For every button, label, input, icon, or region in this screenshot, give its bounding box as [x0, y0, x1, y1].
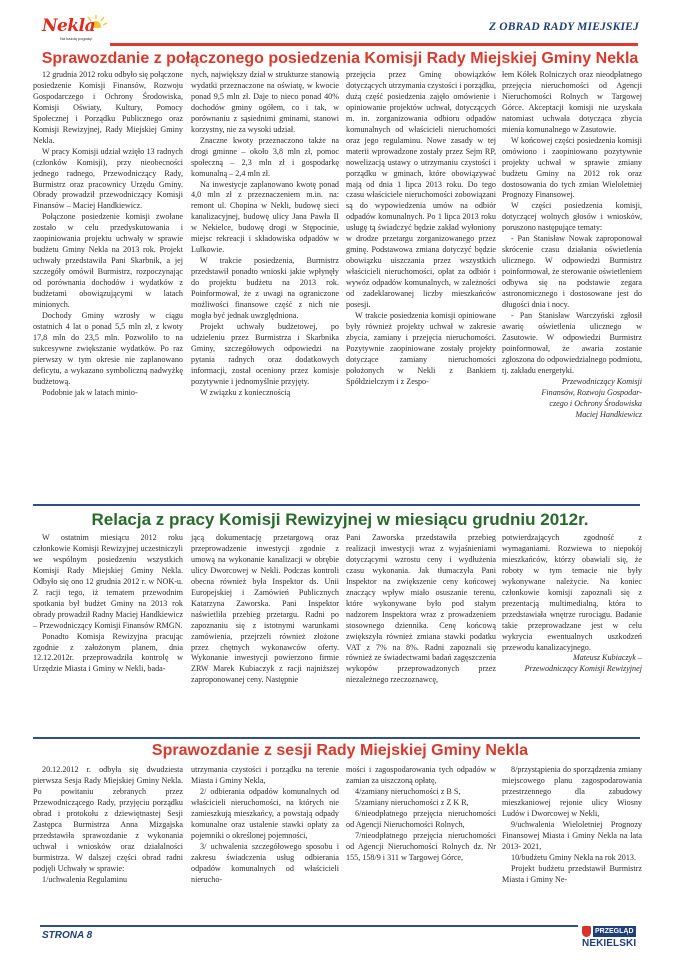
logo-wordmark: Nekla	[42, 16, 96, 36]
przeglad-nekielski-logo	[582, 925, 644, 953]
paragraph: 2/ odbierania odpadów komunalnych od właścicieli nieruchomości, na których nie zamieszkują mieszkańcy, a powstają odpady komunalne oraz ustalenie stawki opłaty za pojemniki o określonej pojemności,	[191, 786, 339, 840]
article2-column-1	[33, 533, 183, 675]
section-divider	[33, 504, 640, 506]
signature-line: czego i Ochrony Środowiska	[549, 398, 642, 408]
paragraph: Podobnie jak w latach minio-	[42, 387, 138, 397]
paragraph: - Pan Stanisław Warczyński zgłosił awarię oświetlenia ulicznego w Zasutowie. W odpowiedzi Burmistrz poinformował, że awaria zostanie zgłoszona do odpowiedzialnego podmiotu, tj. zakładu energetyki.	[502, 310, 642, 375]
paragraph: W ostatnim miesiącu 2012 roku członkowie Komisji Rewizyjnej uczestniczyli we wspólnym posiedzeniu wszystkich Komisji Rady Miejskiej Gminy Nekla. Odbyło się ono 12 grudnia 2012 r. w NOK-u. Z racji tego, iż tematem przewodnim spotkania był budżet Gminy na 2013 rok obrady prowadził Radny Maciej Handkiewicz – Przewodniczący Komisji Finansów RMGN.	[33, 533, 183, 630]
paragraph: jącą dokumentację przetargową oraz przeprowadzenie inwestycji zgodnie z umową na wykonanie kanalizacji w obrębie ulicy Dworcowej w Nekli. Podczas kontroli obecna również była Inspektor ds. Unii Europejskiej i Zamówień Publicznych Katarzyna Zaworska. Pani Inspektor naświetliła przebieg przetargu. Radni po zapoznaniu się z istotnymi warunkami zamówienia, przejrzeli również złożone przez chętnych wykonawców oferty. Wykonanie inwestycji powierzono firmie ZRW Marek Kubiaczyk z racji najniższej zaproponowanej ceny. Następnie	[191, 533, 339, 685]
paragraph: 7/nieodpłatnego przejęcia nieruchomości od Agencji Nieruchomości Rolnych dz. Nr 155, 158/9 i 311 w Targowej Górce,	[346, 830, 496, 862]
paragraph: przejęcia przez Gminę obowiązków dotyczących utrzymania czystości i porządku, dużą część posiedzenia zajęło omówienie i opiniowanie projektów uchwał, dotyczących m. in. zorganizowania odbioru odpadów komunalnych od właścicieli nieruchomości oraz jego regulaminu. Nowe zasady w tej materii wprowadzone zostały przez Sejm RP, nowelizacją ustawy o utrzymaniu czystości i porządku w gminach, które obowiązywać mają od dnia 1 lipca 2013 roku. Do tego czasu właściciele nieruchomości zobowiązani są do wypowiedzenia umów na odbiór odpadów komunalnych. Po 1 lipca 2013 roku usługę tą świadczyć będzie zakład wyłoniony w drodze przetargu zorganizowanego przez gminę. Podstawowa zmiana dotyczyć będzie obowiązku uiszczania przez wszystkich właścicieli nieruchomości, opłat za odbiór i wywóz odpadów komunalnych, w zależności od zadeklarowanej liczby mieszkańców posesji.	[346, 70, 496, 310]
paragraph: 6/nieodpłatnego przejęcia nieruchomości od Agencji Nieruchomości Rolnych,	[346, 808, 496, 829]
paragraph: nych, największy dział w strukturze stanowią wydatki przeznaczone na oświatę, w kwocie ponad 9,5 mln zł. Daje to nieco ponad 40% dochodów gminy ogółem, co i tak, w porównaniu z sąsiednimi gminami, stanowi korzystny, nie za wysoki udział.	[191, 70, 339, 134]
paragraph: Połączone posiedzenie komisji zwołane zostało w celu przedyskutowania i zaopiniowania projektu uchwały w sprawie budżetu Gminy Nekla na 2013 rok. Projekt uchwały przedstawiła Pani Skarbnik, a jej szczegóły omówił Burmistrz, rozpoczynając od porównania dochodów i wydatków z budżetami obowiązującymi w latach minionych.	[33, 212, 183, 310]
signature-line: Finansów, Rozwoju Gospodar-	[541, 387, 642, 397]
paragraph: - Pan Stanisław Nowak zaproponował skrócenie czasu działania oświetlenia ulicznego. W odpowiedzi Burmistrz poinformował, że sterowanie oświetleniem odbywa się na podstawie zegara astronomicznego i dostosowane jest do długości dnia i nocy.	[502, 234, 642, 310]
article2-column-2	[191, 533, 339, 686]
logo-tagline: Na każdą pogodę!	[60, 36, 93, 41]
article1-column-2	[191, 70, 339, 399]
paragraph: W trakcie posiedzenia komisji opiniowane były również projekty uchwał w zakresie zbycia, zamiany i przejęcia nieruchomości. Pozytywnie zaopiniowane zostały projekty dotyczące zamiany nieruchomości położonych w Nekli z Bankiem Spółdzielczym i z Zespo-	[346, 310, 496, 386]
footer-rule	[40, 925, 578, 927]
article2-title: Relacja z pracy Komisji Rewizyjnej w miesiącu grudniu 2012r.	[91, 510, 589, 529]
paragraph: W trakcie posiedzenia, Burmistrz przedstawił ponadto wnioski jakie wpłynęły do projektu budżetu na 2013 rok. Poinformował, że z uwagi na ograniczone możliwości finansowe część z nich nie mogła być jednak uwzględniona.	[191, 256, 339, 320]
paragraph: łem Kółek Rolniczych oraz nieodpłatnego przejęcia nieruchomości od Agencji Nieruchomości Rolnych w Targowej Górce. Akceptacji komisji nie uzyskała natomiast uchwała dotycząca zbycia mienia komunalnego w Zasutowie.	[502, 70, 642, 134]
article1-column-3	[346, 70, 496, 388]
paragraph: 5/zamiany nieruchomości z Z K R,	[355, 797, 469, 807]
nekla-logo	[38, 14, 108, 48]
article3-column-3	[346, 765, 496, 864]
paragraph: W pracy Komisji udział wzięło 13 radnych (członków Komisji), przy nieobecności jednego radnego, Przewodniczący Rady, Burmistrz oraz pracownicy Urzędu Gminy. Obrady prowadził przewodniczący Komisji Finansów – Maciej Handkiewicz.	[33, 146, 183, 211]
paragraph: Znaczne kwoty przeznaczono także na drogi gminne – około 3,8 mln zł, pomoc społeczną – 2,3 mln zł i gospodarkę komunalną – 2,4 mln zł.	[191, 135, 339, 178]
paragraph: Ponadto Komisja Rewizyjna pracując zgodnie z założonym planem, dnia 12.12.2012r. przeprowadziła kontrolę w Urzędzie Miasta i Gminy w Nekli, bada-	[33, 631, 183, 674]
section-divider	[33, 737, 640, 739]
paragraph: 4/zamiany nieruchomości z B S,	[355, 786, 461, 796]
paragraph: W związku z koniecznością	[200, 387, 291, 397]
paragraph: Pani Zaworska przedstawiła przebieg realizacji inwestycji wraz z wyjaśnieniami dotyczącymi wzrostu ceny i wydłużenia czasu wykonania. Jak tłumaczyła Pani Inspektor na zwiększenie ceny końcowej znaczący wpływ miało osuszanie terenu, które wykonywane było pod stałym nadzorem Inspektora wraz z prowadzeniem stosownego dziennika. Cenę końcową zwiększyła również zmiana stawki podatku VAT z 7% na 8%. Radni zapoznali się również ze świadectwami badań zagęszczenia wykopów przeprowadzonych przez niezależnego rzeczoznawcę,	[346, 533, 496, 685]
page-number: STRONA 8	[42, 930, 93, 941]
signature-line: Przewodniczący Komisji Rewizyjnej	[524, 664, 642, 674]
paragraph: mości i zagospodarowania tych odpadów w zamian za uiszczoną opłatę,	[346, 765, 496, 785]
paragraph: 3/ uchwalenia szczegółowego sposobu i zakresu świadczenia usług odbierania odpadów komunalnych od właścicieli nierucho-	[191, 841, 339, 884]
paragraph: utrzymania czystości i porządku na terenie Miasta i Gminy Nekla,	[191, 765, 339, 785]
article3-title: Sprawozdanie z sesji Rady Miejskiej Gminy Nekla	[151, 742, 529, 759]
article3-column-2	[191, 765, 339, 885]
signature-line: Przewodniczący Komisji	[561, 376, 642, 386]
paragraph: W końcowej części posiedzenia komisji omówiono i zaopiniowano pozytywnie projekty uchwał w sprawie zmiany budżetu Gminy na 2012 rok oraz dostosowania do tych zmian Wieloletniej Prognozy Finansowej.	[502, 135, 642, 200]
paragraph: Na inwestycje zaplanowano kwotę ponad 4,0 mln zł z przeznaczeniem m.in. na: remont ul. Chopina w Nekli, budowę sieci kanalizacyjnej, budowę ulicy Jana Pawła II w Nekielce, budowę drogi w Stępocinie, miejsc rekreacji i składowiska odpadów w Lulkowie.	[191, 179, 339, 255]
paragraph: 10/budżetu Gminy Nekla na rok 2013.	[511, 852, 637, 862]
brand-line-1: PRZEGLĄD	[595, 928, 634, 935]
paragraph: Projekt uchwały budżetowej, po udzieleniu przez Burmistrza i Skarbnika Gminy, szczegółowych odpowiedzi na pytania radnych oraz dodatkowych informacji, został oceniony przez komisje pozytywnie i jednomyślnie przyjęty.	[191, 321, 339, 386]
paragraph: 9/uchwalenia Wieloletniej Prognozy Finansowej Miasta i Gminy Nekla na lata 2013- 2021,	[502, 819, 642, 851]
paragraph: 12 grudnia 2012 roku odbyło się połączone posiedzenie Komisji Finansów, Rozwoju Gospodarczego i Ochrony Środowiska, Komisji Oświaty, Kultury, Pomocy Społecznej i Porządku Publicznego oraz Komisji Rewizyjnej, Rady Miejskiej Gminy Nekla.	[33, 70, 183, 145]
article1-title: Sprawozdanie z połączonego posiedzenia Komisji Rady Miejskiej Gminy Nekla	[41, 50, 639, 67]
signature-line: Mateusz Kubiaczyk –	[572, 653, 642, 663]
article2-column-3	[346, 533, 496, 686]
shield-icon	[582, 926, 591, 937]
article1-column-4	[502, 70, 642, 421]
paragraph: 1/uchwalenia Regulaminu	[42, 874, 128, 884]
paragraph: potwierdzających zgodność z wymaganiami. Rozwiewa to niepokój mieszkańców, którzy obawiali się, że roboty w tym temacie nie były wykonywane należycie. Na koniec członkowie komisji zapoznali się z prezentacją multimedialną, która to przedstawiała wnętrze rurociągu. Badanie takie przeprowadzane jest w celu wykrycia ewentualnych uszkodzeń przewodu kanalizacyjnego.	[502, 533, 642, 652]
article1-column-1	[33, 70, 183, 399]
section-label: Z OBRAD RADY MIEJSKIEJ	[489, 21, 639, 33]
article2-column-4	[502, 533, 642, 675]
article3-column-4	[502, 765, 642, 885]
paragraph: 20.12.2012 r. odbyła się dwudziesta pierwsza Sesja Rady Miejskiej Gminy Nekla. Po powitaniu zebranych przez Przewodniczącego Rady, przyjęciu porządku obrad i protokołu z dziewiętnastej Sesji Zastępca Burmistrza Anna Mizgajska przedstawiła sprawozdanie z wykonania uchwał i wniosków oraz działalności burmistrza. W dalszej części obrad radni podjęli Uchwały w sprawie:	[33, 765, 183, 873]
paragraph: W części posiedzenia komisji, dotyczącej wolnych głosów i wniosków, poruszono następujące tematy:	[502, 201, 642, 233]
article1-signature	[502, 377, 642, 421]
brand-line-2: NEKIELSKI	[582, 938, 637, 949]
paragraph: 8/przystąpienia do sporządzenia zmiany miejscowego planu zagospodarowania przestrzennego dla zabudowy mieszkaniowej rejonie ulicy Wiosny Ludów i Dworcowej w Nekli,	[502, 765, 642, 818]
paragraph: Dochody Gminy wzrosły w ciągu ostatnich 4 lat o ponad 5,5 mln zł, z kwoty 17,8 mln do 23,5 mln. Pozwoliło to na sukcesywne zwiększanie wydatków. Po raz pierwszy w tym okresie nie zaplanowano deficytu, a wykazano symboliczną nadwyżkę budżetową.	[33, 310, 183, 386]
signature-line: Maciej Handkiewicz	[575, 409, 642, 419]
header-rule	[110, 43, 638, 46]
paragraph: Projekt budżetu przedstawił Burmistrz Miasta i Gminy Ne-	[502, 863, 642, 884]
article3-column-1	[33, 765, 183, 885]
